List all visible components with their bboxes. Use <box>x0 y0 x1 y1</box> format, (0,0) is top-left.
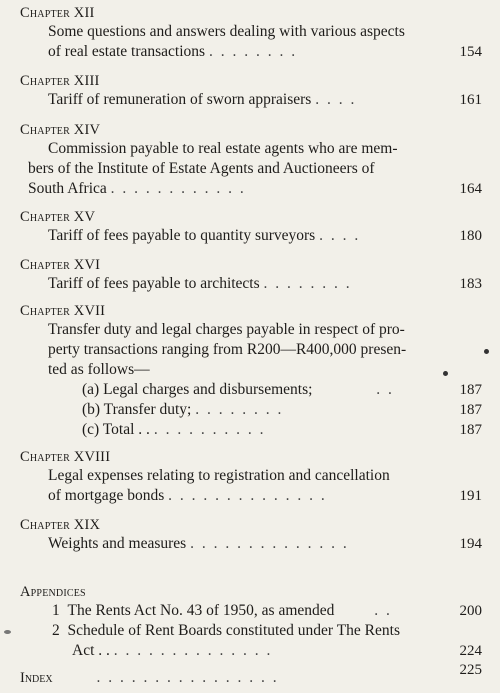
chapter-xvi-entry <box>20 256 490 294</box>
index-entry: Index . . . . . . . . . . . . . . . . 225 <box>20 662 482 686</box>
chapter-label: Chapter XII <box>20 5 95 21</box>
chapter-title-line: of real estate transactions . . . . . . . . 154 <box>48 43 482 60</box>
chapter-label: Chapter XIV <box>20 122 101 138</box>
chapter-label: Chapter XVII <box>20 303 106 319</box>
appendices-section <box>20 583 490 661</box>
chapter-title-line: Some questions and answers dealing with various aspects <box>48 23 405 40</box>
page-number: 161 <box>459 92 482 108</box>
sub-entry: (b) Transfer duty; . . . . . . . . 187 <box>82 401 482 418</box>
page-number: 183 <box>459 276 482 292</box>
chapter-title-line: Tariff of fees payable to quantity surveyors . . . . 180 <box>48 227 482 244</box>
chapter-label: Chapter XV <box>20 209 96 225</box>
page-number: 187 <box>459 402 482 418</box>
page-number: 154 <box>459 44 482 60</box>
page-number: 225 <box>459 662 482 678</box>
appendix-entry: 2 Schedule of Rent Boards constituted under The Rents <box>52 622 400 639</box>
chapter-title-line: Commission payable to real estate agents who are mem- <box>48 140 398 157</box>
page-number: 187 <box>459 422 482 438</box>
sub-entry: (a) Legal charges and disbursements; . . 187 <box>82 381 482 398</box>
page-number: 164 <box>459 181 482 197</box>
sub-entry: (c) Total . . . . . . . . . . . . 187 <box>82 421 482 438</box>
chapter-title-line: bers of the Institute of Estate Agents and Auctioneers of <box>28 160 375 177</box>
page-number: 224 <box>459 643 482 659</box>
page-number: 191 <box>459 488 482 504</box>
chapter-xviii-entry <box>20 448 490 506</box>
chapter-title-line: Transfer duty and legal charges payable in respect of pro- <box>48 321 405 338</box>
chapter-xiii-entry <box>20 72 490 110</box>
chapter-title-line: of mortgage bonds . . . . . . . . . . . . . . 191 <box>48 487 482 504</box>
chapter-xvii-entry <box>20 302 490 440</box>
print-speck <box>484 349 489 354</box>
page-number: 180 <box>459 228 482 244</box>
chapter-title-line: Weights and measures . . . . . . . . . . . . . . 194 <box>48 535 482 552</box>
appendix-entry: 1 The Rents Act No. 43 of 1950, as amended . . 200 <box>52 602 482 619</box>
chapter-xv-entry <box>20 208 490 246</box>
page-number: 187 <box>459 382 482 398</box>
chapter-title-line: Legal expenses relating to registration and cancellation <box>48 467 390 484</box>
print-speck <box>443 371 448 376</box>
chapter-label: Chapter XIX <box>20 517 101 533</box>
print-speck <box>4 630 11 634</box>
chapter-title-line: South Africa . . . . . . . . . . . . 164 <box>28 180 482 197</box>
chapter-label: Chapter XVIII <box>20 449 111 465</box>
chapter-xii-entry <box>20 4 490 62</box>
chapter-xiv-entry <box>20 121 490 199</box>
chapter-xix-entry <box>20 516 490 554</box>
chapter-title-line: Tariff of remuneration of sworn appraisers . . . . 161 <box>48 91 482 108</box>
chapter-title-line: Tariff of fees payable to architects . . . . . . . . 183 <box>48 275 482 292</box>
chapter-label: Chapter XVI <box>20 257 101 273</box>
chapter-title-line: ted as follows— <box>48 361 150 378</box>
appendix-entry-continuation: Act . . . . . . . . . . . . . . . . 224 <box>72 642 482 659</box>
page-number: 194 <box>459 536 482 552</box>
appendices-label: Appendices <box>20 584 86 600</box>
index-label: Index <box>20 670 53 686</box>
chapter-title-line: perty transactions ranging from R200—R400,000 presen- <box>48 341 407 358</box>
chapter-label: Chapter XIII <box>20 73 100 89</box>
page-number: 200 <box>459 603 482 619</box>
